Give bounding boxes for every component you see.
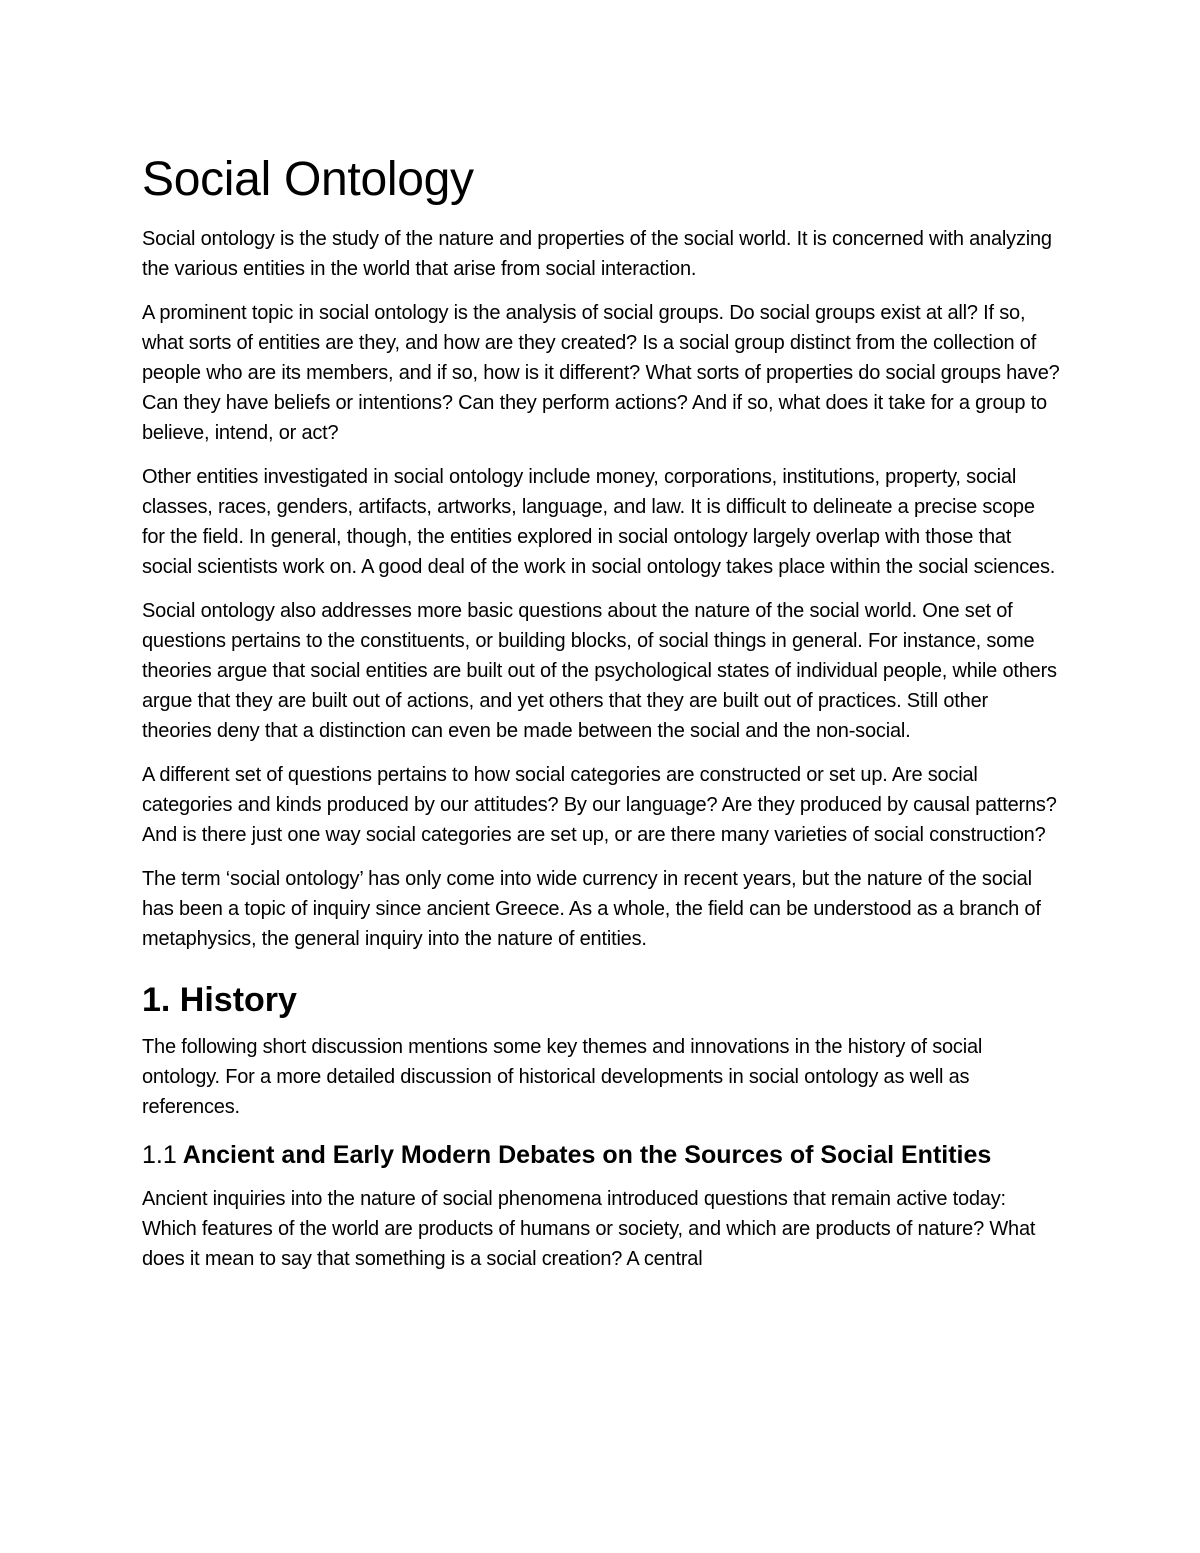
section-heading-history: 1. History bbox=[142, 981, 297, 1019]
subsection-heading-ancient bbox=[142, 1136, 1062, 1174]
paragraph: Other entities investigated in social ontology include money, corporations, institutions, property, social classes, races, genders, artifacts, artworks, language, and law. It is difficult to delineate a precise scope for the field. In general, though, the entities explored in social ontology largely overlap with those that social scientists work on. A good deal of the work in social ontology takes place within the social sciences. bbox=[142, 466, 1056, 578]
paragraph: A different set of questions pertains to how social categories are constructed or set up. Are social categories and kinds produced by our attitudes? By our language? Are they produced by causal patterns? And is there just one way social categories are set up, or are there many varieties of social construction? bbox=[142, 764, 1057, 846]
document-page bbox=[142, 150, 1062, 1288]
paragraph: Ancient inquiries into the nature of social phenomena introduced questions that remain active today: Which features of the world are products of humans or society, and which are products of nature? What does it mean to say that something is a social creation? A central bbox=[142, 1188, 1036, 1270]
paragraph: The term ‘social ontology’ has only come into wide currency in recent years, but the nature of the social has been a topic of inquiry since ancient Greece. As a whole, the field can be understood as a branch of metaphysics, the general inquiry into the nature of entities. bbox=[142, 868, 1041, 950]
subsection-number: 1.1 bbox=[142, 1141, 177, 1169]
paragraph: Social ontology also addresses more basic questions about the nature of the social world. One set of questions pertains to the constituents, or building blocks, of social things in general. For instance, some theories argue that social entities are built out of the psychological states of individual people, while others argue that they are built out of actions, and yet others that they are built out of practices. Still other theories deny that a distinction can even be made between the social and the non-social. bbox=[142, 600, 1057, 742]
paragraph: Social ontology is the study of the nature and properties of the social world. It is concerned with analyzing the various entities in the world that arise from social interaction. bbox=[142, 228, 1052, 280]
document-title: Social Ontology bbox=[142, 153, 474, 206]
paragraph: A prominent topic in social ontology is the analysis of social groups. Do social groups exist at all? If so, what sorts of entities are they, and how are they created? Is a social group distinct from the collection of people who are its members, and if so, how is it different? What sorts of properties do social groups have? Can they have beliefs or intentions? Can they perform actions? And if so, what does it take for a group to believe, intend, or act? bbox=[142, 302, 1060, 444]
paragraph: The following short discussion mentions some key themes and innovations in the history of social ontology. For a more detailed discussion of historical developments in social ontology as well as references. bbox=[142, 1036, 983, 1118]
subsection-title: Ancient and Early Modern Debates on the Sources of Social Entities bbox=[182, 1141, 992, 1169]
